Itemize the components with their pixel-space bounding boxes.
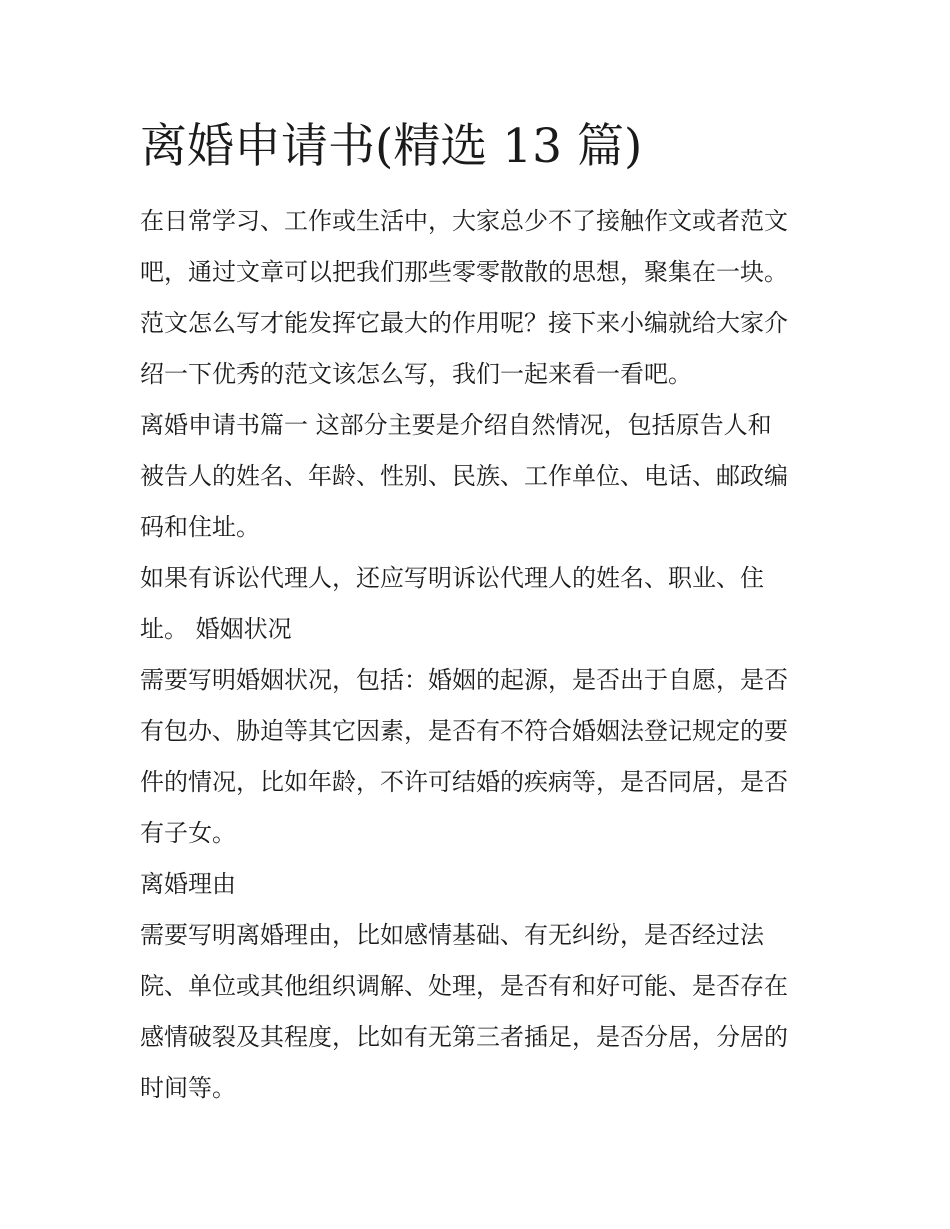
text-line: 离婚理由 — [140, 870, 236, 898]
text-line: 绍一下优秀的范文该怎么写，我们一起来看一看吧。 — [140, 360, 692, 388]
document-title: 离婚申请书(精选 13 篇) — [140, 119, 643, 174]
text-line: 如果有诉讼代理人，还应写明诉讼代理人的姓名、职业、住 — [140, 564, 764, 592]
text-line: 离婚申请书篇一 这部分主要是介绍自然情况，包括原告人和 — [140, 411, 772, 439]
document-body — [140, 196, 820, 1114]
text-line: 范文怎么写才能发挥它最大的作用呢？接下来小编就给大家介 — [140, 309, 788, 337]
text-line: 时间等。 — [140, 1074, 236, 1102]
text-line: 在日常学习、工作或生活中，大家总少不了接触作文或者范文 — [140, 207, 788, 235]
text-line: 吧，通过文章可以把我们那些零零散散的思想，聚集在一块。 — [140, 258, 788, 286]
text-line: 有子女。 — [140, 819, 236, 847]
text-line: 需要写明离婚理由，比如感情基础、有无纠纷，是否经过法 — [140, 921, 764, 949]
text-line: 码和住址。 — [140, 513, 260, 541]
text-line: 有包办、胁迫等其它因素，是否有不符合婚姻法登记规定的要 — [140, 717, 788, 745]
text-line: 址。 婚姻状况 — [140, 615, 292, 643]
text-line: 被告人的姓名、年龄、性别、民族、工作单位、电话、邮政编 — [140, 462, 788, 490]
text-line: 件的情况，比如年龄，不许可结婚的疾病等，是否同居，是否 — [140, 768, 788, 796]
text-line: 院、单位或其他组织调解、处理，是否有和好可能、是否存在 — [140, 972, 788, 1000]
text-line: 感情破裂及其程度，比如有无第三者插足，是否分居，分居的 — [140, 1023, 788, 1051]
text-line: 需要写明婚姻状况，包括：婚姻的起源，是否出于自愿，是否 — [140, 666, 788, 694]
